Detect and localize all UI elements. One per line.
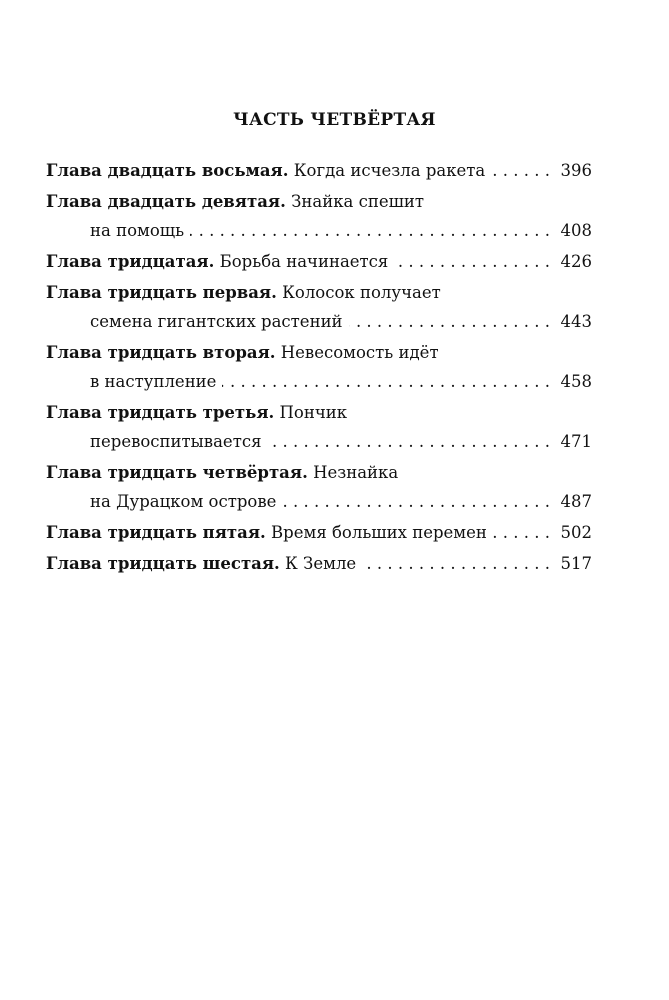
toc-entry-29[interactable] <box>46 187 592 245</box>
page-number: 458 <box>560 372 592 391</box>
dot-leader <box>349 307 550 336</box>
dot-leader <box>267 427 550 456</box>
page-number: 408 <box>560 221 592 240</box>
toc-entry-30[interactable] <box>46 247 592 276</box>
toc-entry-36[interactable] <box>46 549 592 578</box>
toc-entry-34[interactable] <box>46 458 592 516</box>
chapter-title: Невесомость идёт <box>280 343 439 362</box>
chapter-label: Глава тридцать пятая. <box>46 523 266 542</box>
dot-leader <box>362 549 550 578</box>
chapter-label: Глава тридцать четвёртая. <box>46 463 308 482</box>
chapter-title: Незнайка <box>313 463 399 482</box>
toc-entry-28[interactable] <box>46 156 592 185</box>
chapter-label: Глава двадцать девятая. <box>46 192 286 211</box>
toc-entry-35[interactable] <box>46 518 592 547</box>
chapter-title: Пончик <box>279 403 348 422</box>
dot-leader <box>190 216 550 245</box>
chapter-title: Борьба начинается <box>219 252 389 271</box>
chapter-title: Знайка спешит <box>291 192 425 211</box>
chapter-title-cont: на помощь <box>90 221 185 240</box>
chapter-title-cont: семена гигантских растений <box>90 312 343 331</box>
page-number: 443 <box>560 312 592 331</box>
chapter-title: Время больших перемен <box>271 523 487 542</box>
dot-leader <box>222 367 550 396</box>
chapter-label: Глава тридцать первая. <box>46 283 277 302</box>
dot-leader <box>394 247 550 276</box>
dot-leader <box>491 156 550 185</box>
table-of-contents <box>46 156 592 580</box>
chapter-title-cont: в наступление <box>90 372 217 391</box>
toc-entry-31[interactable] <box>46 278 592 336</box>
dot-leader <box>282 487 550 516</box>
chapter-title: К Земле <box>285 554 357 573</box>
chapter-label: Глава тридцать шестая. <box>46 554 280 573</box>
chapter-title-cont: на Дурацком острове <box>90 492 277 511</box>
chapter-title: Колосок получает <box>282 283 441 302</box>
part-title: ЧАСТЬ ЧЕТВЁРТАЯ <box>233 110 436 130</box>
page-number: 471 <box>560 432 592 451</box>
toc-entry-32[interactable] <box>46 338 592 396</box>
chapter-label: Глава двадцать восьмая. <box>46 161 289 180</box>
chapter-label: Глава тридцатая. <box>46 252 215 271</box>
chapter-label: Глава тридцать вторая. <box>46 343 276 362</box>
page-number: 396 <box>560 161 592 180</box>
page-number: 487 <box>560 492 592 511</box>
page-number: 517 <box>560 554 592 573</box>
chapter-title-cont: перевоспитывается <box>90 432 262 451</box>
chapter-label: Глава тридцать третья. <box>46 403 275 422</box>
toc-entry-33[interactable] <box>46 398 592 456</box>
dot-leader <box>493 518 550 547</box>
chapter-title: Когда исчезла ракета <box>293 161 486 180</box>
page-number: 426 <box>560 252 592 271</box>
page-number: 502 <box>560 523 592 542</box>
